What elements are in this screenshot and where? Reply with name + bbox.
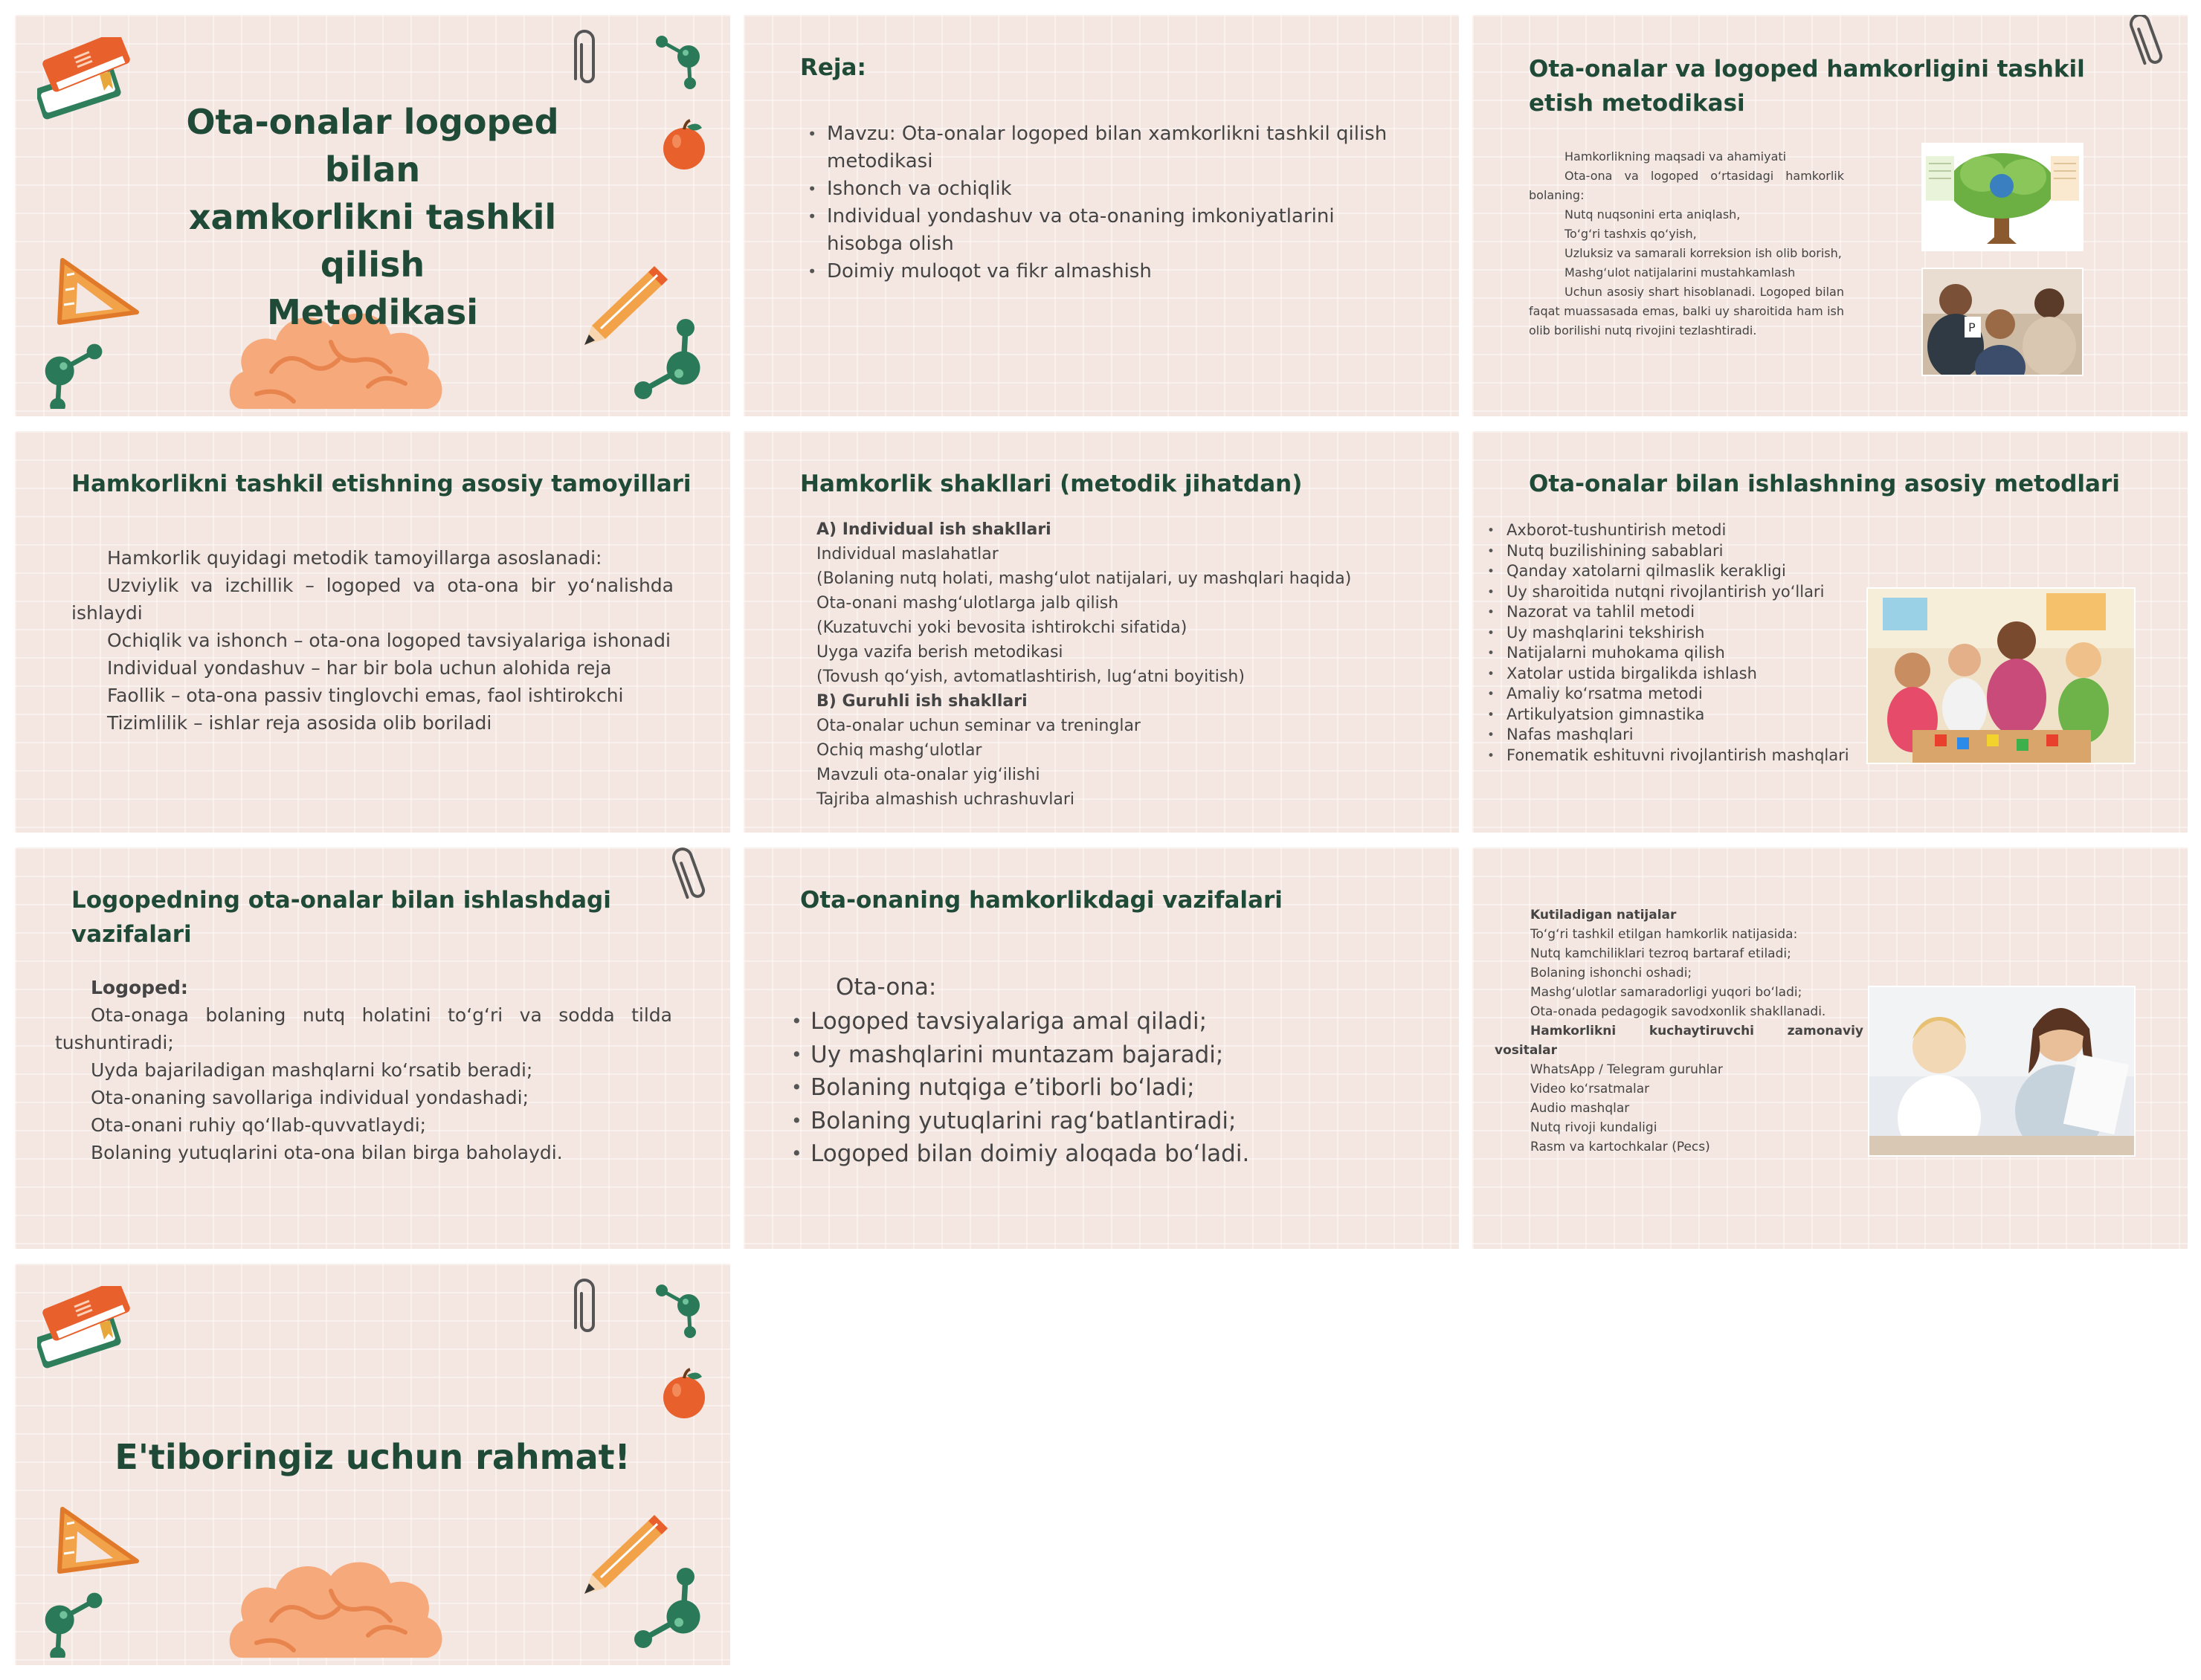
line: Rasm va kartochkalar (Pecs) bbox=[1530, 1140, 1710, 1154]
title-line: Metodikasi bbox=[266, 292, 479, 332]
thanks-title: E'tiboringiz uchun rahmat! bbox=[115, 1437, 631, 1477]
paperclip-icon bbox=[565, 1276, 610, 1343]
books-icon bbox=[37, 1286, 141, 1383]
line: Uyga vazifa berish metodikasi bbox=[816, 643, 1063, 662]
line: Ota-onada pedagogik savodxonlik shakllanadi. bbox=[1530, 1004, 1826, 1019]
paperclip-icon bbox=[565, 27, 610, 94]
line: Individual maslahatlar bbox=[816, 545, 999, 563]
slide-title[interactable] bbox=[15, 15, 730, 416]
line: WhatsApp / Telegram guruhlar bbox=[1530, 1062, 1723, 1077]
body-text bbox=[71, 544, 674, 737]
list-item: • Uy sharoitida nutqni rivojlantirish yo‘llari bbox=[1480, 582, 1852, 603]
list-item: • Mavzu: Ota-onalar logoped bilan xamkorlikni tashkil qilish metodikasi bbox=[800, 120, 1402, 175]
slide-heading: Ota-onalar bilan ishlashning asosiy metodlari bbox=[1529, 471, 2120, 497]
body-text bbox=[1529, 147, 1844, 340]
list-item: • Ishonch va ochiqlik bbox=[800, 175, 1402, 203]
list-item: • Nazorat va tahlil metodi bbox=[1480, 602, 1852, 623]
intro-text: Ota-ona: bbox=[836, 974, 937, 1001]
line: To‘g‘ri tashkil etilgan hamkorlik natijasida: bbox=[1530, 927, 1798, 942]
line: (Bolaning nutq holati, mashg‘ulot natijalari, uy mashqlari haqida) bbox=[816, 569, 1352, 588]
molecule-icon bbox=[30, 1591, 104, 1658]
slide-plan[interactable] bbox=[744, 15, 1459, 416]
line: Nutq rivoji kundaligi bbox=[1530, 1120, 1657, 1135]
triangle-ruler-icon bbox=[55, 253, 144, 327]
list-item: • Qanday xatolarni qilmaslik kerakligi bbox=[1480, 561, 1852, 582]
list-item: • Xatolar ustida birgalikda ishlash bbox=[1480, 664, 1852, 685]
photo-therapy-session bbox=[1921, 268, 2084, 376]
paragraph: Individual yondashuv – har bir bola uchun alohida reja bbox=[107, 657, 612, 679]
list-item: • Logoped bilan doimiy aloqada bo‘ladi. bbox=[784, 1137, 1393, 1171]
slide-thanks[interactable] bbox=[15, 1264, 730, 1665]
list-item: • Logoped tavsiyalariga amal qiladi; bbox=[784, 1005, 1393, 1038]
slide-heading: Ota-onaning hamkorlikdagi vazifalari bbox=[800, 887, 1283, 914]
paragraph: Ota-onani ruhiy qo‘llab-quvvatlaydi; bbox=[91, 1114, 427, 1136]
section-heading: B) Guruhli ish shakllari bbox=[816, 692, 1028, 711]
body-text bbox=[1495, 905, 1863, 1157]
line: Bolaning ishonchi oshadi; bbox=[1530, 966, 1692, 980]
list-item: • Nafas mashqlari bbox=[1480, 725, 1852, 746]
apple-icon bbox=[662, 119, 709, 178]
photo-children-group bbox=[1866, 587, 2136, 764]
list-item: • Axborot-tushuntirish metodi bbox=[1480, 520, 1852, 541]
line: Nutq kamchiliklari tezroq bartaraf etiladi; bbox=[1530, 946, 1791, 961]
slide-heading: Ota-onalar va logoped hamkorligini tashkil etish metodikasi bbox=[1529, 56, 2085, 117]
molecule-icon bbox=[632, 312, 714, 401]
paragraph: Ota-onaga bolaning nutq holatini to‘g‘ri va sodda tilda tushuntiradi; bbox=[55, 1004, 672, 1053]
paragraph: Uzviylik va izchillik – logoped va ota-ona bir yo‘nalishda ishlaydi bbox=[71, 575, 674, 624]
list-item: • Bolaning yutuqlarini rag‘batlantiradi; bbox=[784, 1105, 1393, 1138]
slide-logoped-tasks[interactable] bbox=[15, 847, 730, 1249]
paragraph: Hamkorlik quyidagi metodik tamoyillarga asoslanadi: bbox=[107, 547, 602, 569]
paragraph: Hamkorlikning maqsadi va ahamiyati bbox=[1564, 149, 1787, 164]
slide-forms[interactable] bbox=[744, 431, 1459, 833]
paragraph: Faollik – ota-ona passiv tinglovchi emas, faol ishtirokchi bbox=[107, 685, 624, 706]
svg-text:P: P bbox=[1968, 320, 1976, 335]
paragraph: To‘g‘ri tashxis qo‘yish, bbox=[1564, 227, 1697, 241]
line: Ota-onalar uchun seminar va treninglar bbox=[816, 717, 1141, 735]
list-item: • Nutq buzilishining sabablari bbox=[1480, 541, 1852, 562]
paragraph: Bolaning yutuqlarini ota-ona bilan birga baholaydi. bbox=[91, 1142, 563, 1163]
paragraph: Ota-onaning savollariga individual yondashadi; bbox=[91, 1087, 529, 1108]
line: Audio mashqlar bbox=[1530, 1101, 1630, 1116]
list-item: • Individual yondashuv va ota-onaning imkoniyatlarini hisobga olish bbox=[800, 203, 1402, 258]
books-icon bbox=[37, 37, 141, 134]
section-heading: Hamkorlikni kuchaytiruvchi zamonaviy vositalar bbox=[1495, 1024, 1863, 1058]
slide-principles[interactable] bbox=[15, 431, 730, 833]
molecule-icon bbox=[30, 342, 104, 409]
paragraph: Uzluksiz va samarali korreksion ish olib borish, bbox=[1564, 246, 1842, 260]
slide-heading: Logopedning ota-onalar bilan ishlashdagi vazifalari bbox=[71, 887, 611, 948]
paragraph: Tizimlilik – ishlar reja asosida olib boriladi bbox=[107, 712, 492, 734]
slide-heading: Reja: bbox=[800, 54, 866, 81]
paragraph: Mashg‘ulot natijalarini mustahkamlash bbox=[1564, 265, 1796, 280]
line: Ochiq mashg‘ulotlar bbox=[816, 741, 982, 760]
body-text bbox=[55, 974, 672, 1166]
photo-speech-lesson bbox=[1868, 986, 2136, 1157]
line: Mavzuli ota-onalar yig‘ilishi bbox=[816, 766, 1040, 784]
title-line: Ota-onalar logoped bilan bbox=[186, 102, 559, 190]
line: Ota-onani mashg‘ulotlarga jalb qilish bbox=[816, 594, 1119, 613]
molecule-icon bbox=[632, 1561, 714, 1650]
slide-methodology[interactable] bbox=[1472, 15, 2188, 416]
list-item: • Uy mashqlarini tekshirish bbox=[1480, 623, 1852, 644]
paragraph: Nutq nuqsonini erta aniqlash, bbox=[1564, 207, 1741, 222]
line: Mashg‘ulotlar samaradorligi yuqori bo‘ladi; bbox=[1530, 985, 1802, 1000]
section-heading: Logoped: bbox=[91, 977, 188, 998]
list-item: • Amaliy ko‘rsatma metodi bbox=[1480, 684, 1852, 705]
line: Video ko‘rsatmalar bbox=[1530, 1082, 1650, 1096]
apple-icon bbox=[662, 1368, 709, 1427]
list-item: • Fonematik eshituvni rivojlantirish mashqlari bbox=[1480, 746, 1852, 766]
slide-heading: Hamkorlik shakllari (metodik jihatdan) bbox=[800, 471, 1303, 497]
brain-icon bbox=[227, 1546, 450, 1665]
line: (Tovush qo‘yish, avtomatlashtirish, lug‘atni boyitish) bbox=[816, 668, 1245, 686]
slide-parent-tasks[interactable] bbox=[744, 847, 1459, 1249]
line: (Kuzatuvchi yoki bevosita ishtirokchi sifatida) bbox=[816, 618, 1187, 637]
list-item: • Uy mashqlarini muntazam bajaradi; bbox=[784, 1038, 1393, 1072]
body-text bbox=[816, 517, 1426, 812]
list-item: • Artikulyatsion gimnastika bbox=[1480, 705, 1852, 726]
paragraph: Ochiqlik va ishonch – ota-ona logoped tavsiyalariga ishonadi bbox=[107, 630, 671, 651]
molecule-icon bbox=[654, 34, 706, 94]
slide-results[interactable] bbox=[1472, 847, 2188, 1249]
plan-list bbox=[800, 120, 1402, 285]
methods-list bbox=[1480, 520, 1852, 766]
paragraph: Ota-ona va logoped o‘rtasidagi hamkorlik bolaning: bbox=[1529, 169, 1844, 202]
paragraph: Uchun asosiy shart hisoblanadi. Logoped bilan faqat muassasada emas, balki uy sharoitida ham ish olib borilishi nutq rivojini tezlashtiradi. bbox=[1529, 285, 1844, 337]
triangle-ruler-icon bbox=[55, 1502, 144, 1576]
paragraph: Uyda bajariladigan mashqlarni ko‘rsatib beradi; bbox=[91, 1059, 533, 1081]
slide-methods[interactable] bbox=[1472, 431, 2188, 833]
section-heading: A) Individual ish shakllari bbox=[816, 520, 1051, 539]
section-heading: Kutiladigan natijalar bbox=[1530, 908, 1677, 923]
tree-diagram-image bbox=[1921, 143, 2084, 251]
title-text bbox=[134, 98, 611, 336]
list-item: • Bolaning nutqiga e’tiborli bo‘ladi; bbox=[784, 1071, 1393, 1105]
slide-heading: Hamkorlikni tashkil etishning asosiy tamoyillari bbox=[71, 471, 692, 497]
list-item: • Natijalarni muhokama qilish bbox=[1480, 643, 1852, 664]
molecule-icon bbox=[654, 1283, 706, 1343]
paperclip-icon bbox=[660, 847, 720, 911]
line: Tajriba almashish uchrashuvlari bbox=[816, 790, 1075, 809]
list-item: • Doimiy muloqot va fikr almashish bbox=[800, 258, 1402, 285]
parent-tasks-list bbox=[784, 1005, 1393, 1171]
title-line: xamkorlikni tashkil qilish bbox=[188, 197, 557, 285]
